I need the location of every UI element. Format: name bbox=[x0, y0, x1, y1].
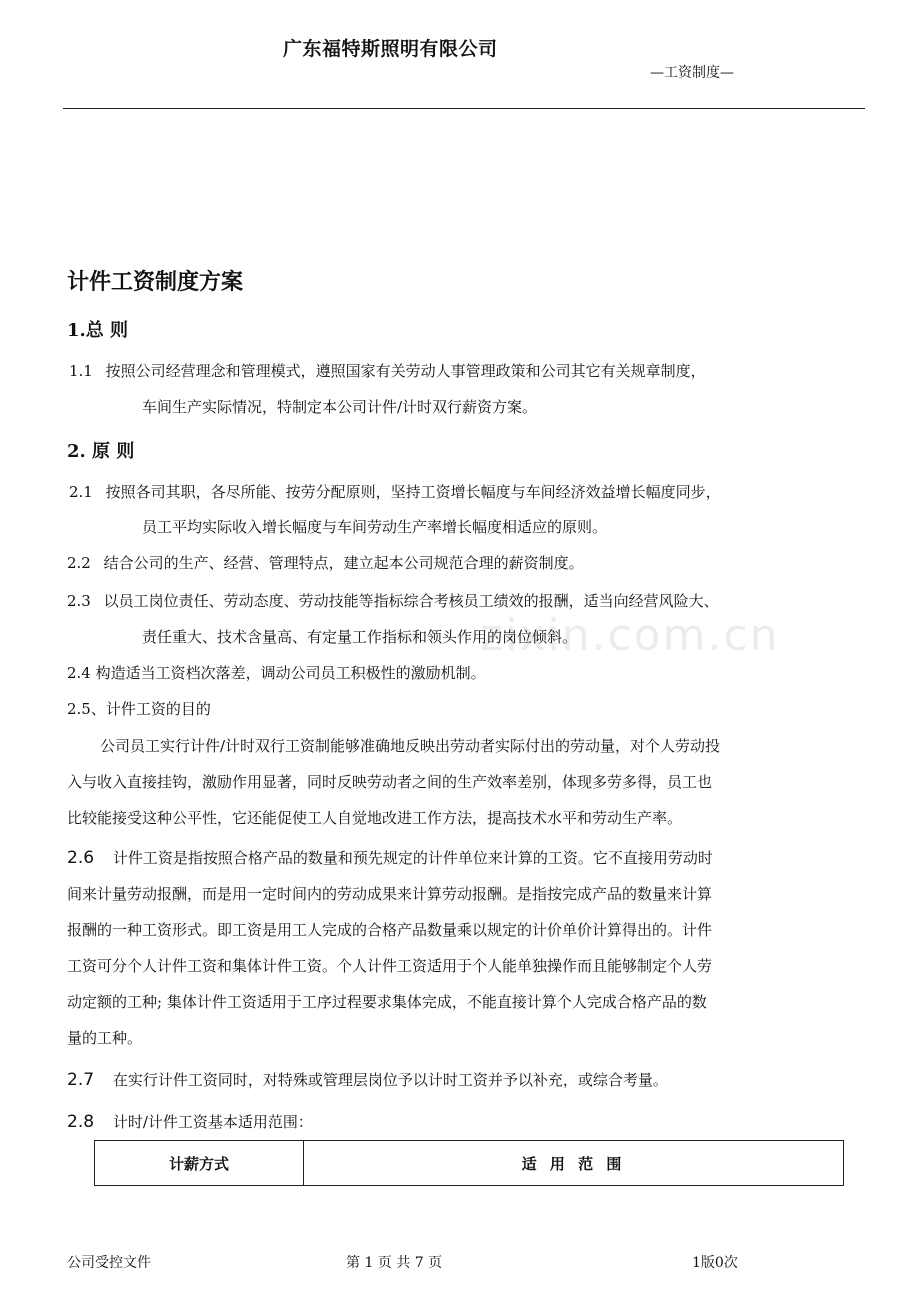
footer-controlled-doc: 公司受控文件 bbox=[67, 1255, 151, 1271]
company-name: 广东福特斯照明有限公司 bbox=[283, 38, 498, 60]
clause-number: 2.3 bbox=[67, 592, 91, 610]
clause-2-6-line4: 工资可分个人计件工资和集体计件工资。个人计件工资适用于个人能单独操作而且能够制定个人劳 bbox=[67, 957, 713, 975]
footer-page-number: 第 1 页 共 7 页 bbox=[346, 1255, 443, 1271]
clause-text: 以员工岗位责任、劳动态度、劳动技能等指标综合考核员工绩效的报酬，适当向经营风险大、 bbox=[103, 592, 719, 610]
clause-number: 2.6 bbox=[67, 848, 95, 868]
clause-number: 2.8 bbox=[67, 1112, 95, 1132]
clause-1-1-line2: 车间生产实际情况，特制定本公司计件/计时双行薪资方案。 bbox=[142, 398, 538, 416]
footer-version: 1版0次 bbox=[692, 1255, 738, 1271]
clause-2-1-line1 bbox=[69, 482, 721, 502]
clause-2-6-line3: 报酬的一种工资形式。即工资是用工人完成的合格产品数量乘以规定的计价单价计算得出的。计件 bbox=[67, 921, 713, 939]
header-divider bbox=[63, 108, 865, 109]
clause-2-4: 2.4 构造适当工资档次落差，调动公司员工积极性的激励机制。 bbox=[67, 664, 486, 682]
table-header-scope: 适 用 范 围 bbox=[521, 1154, 626, 1173]
clause-2-3-line1 bbox=[67, 591, 719, 611]
clause-1-1-line1 bbox=[69, 361, 706, 381]
clause-number: 1.1 bbox=[69, 362, 93, 380]
clause-2-2 bbox=[67, 553, 584, 573]
clause-text: 按照各司其职，各尽所能、按劳分配原则，坚持工资增长幅度与车间经济效益增长幅度同步， bbox=[105, 483, 721, 501]
clause-text: 计件工资是指按照合格产品的数量和预先规定的计件单位来计算的工资。它不直接用劳动时 bbox=[112, 849, 713, 867]
clause-2-6-line6: 量的工种。 bbox=[67, 1029, 143, 1047]
clause-text: 计时/计件工资基本适用范围： bbox=[112, 1113, 313, 1131]
clause-number: 2.2 bbox=[67, 554, 91, 572]
section-heading-general: 1.总 则 bbox=[67, 320, 129, 341]
clause-text: 按照公司经营理念和管理模式，遵照国家有关劳动人事管理政策和公司其它有关规章制度， bbox=[105, 362, 706, 380]
clause-2-7 bbox=[67, 1070, 668, 1090]
clause-2-6-line5: 动定额的工种; 集体计件工资适用于工序过程要求集体完成，不能直接计算个人完成合格产品的数 bbox=[67, 993, 707, 1011]
page-title: 计件工资制度方案 bbox=[67, 270, 244, 295]
clause-text: 在实行计件工资同时，对特殊或管理层岗位予以计时工资并予以补充，或综合考量。 bbox=[112, 1071, 668, 1089]
clause-number: 2.7 bbox=[67, 1070, 95, 1090]
clause-2-6-line2: 间来计量劳动报酬，而是用一定时间内的劳动成果来计算劳动报酬。是指按完成产品的数量来计算 bbox=[67, 885, 713, 903]
watermark: zixin.com.cn bbox=[480, 610, 780, 661]
section-heading-principles: 2. 原 则 bbox=[67, 441, 135, 462]
table-header-pay-method: 计薪方式 bbox=[95, 1141, 304, 1185]
scope-table bbox=[94, 1140, 844, 1186]
document-subtitle: —工资制度— bbox=[650, 65, 734, 81]
clause-2-5-body-line3: 比较能接受这种公平性，它还能促使工人自觉地改进工作方法，提高技术水平和劳动生产率。 bbox=[67, 809, 683, 827]
clause-2-1-line2: 员工平均实际收入增长幅度与车间劳动生产率增长幅度相适应的原则。 bbox=[142, 518, 608, 536]
clause-2-5-body-line1: 公司员工实行计件/计时双行工资制能够准确地反映出劳动者实际付出的劳动量，对个人劳动投 bbox=[100, 737, 721, 755]
clause-text: 结合公司的生产、经营、管理特点，建立起本公司规范合理的薪资制度。 bbox=[103, 554, 584, 572]
clause-2-3-line2: 责任重大、技术含量高、有定量工作指标和领头作用的岗位倾斜。 bbox=[142, 628, 578, 646]
clause-2-6-line1 bbox=[67, 848, 713, 868]
clause-2-5-body-line2: 入与收入直接挂钩，激励作用显著，同时反映劳动者之间的生产效率差别，体现多劳多得，员工也 bbox=[67, 773, 713, 791]
clause-2-5-heading: 2.5、计件工资的目的 bbox=[67, 700, 211, 718]
clause-2-8 bbox=[67, 1112, 313, 1132]
clause-number: 2.1 bbox=[69, 483, 93, 501]
